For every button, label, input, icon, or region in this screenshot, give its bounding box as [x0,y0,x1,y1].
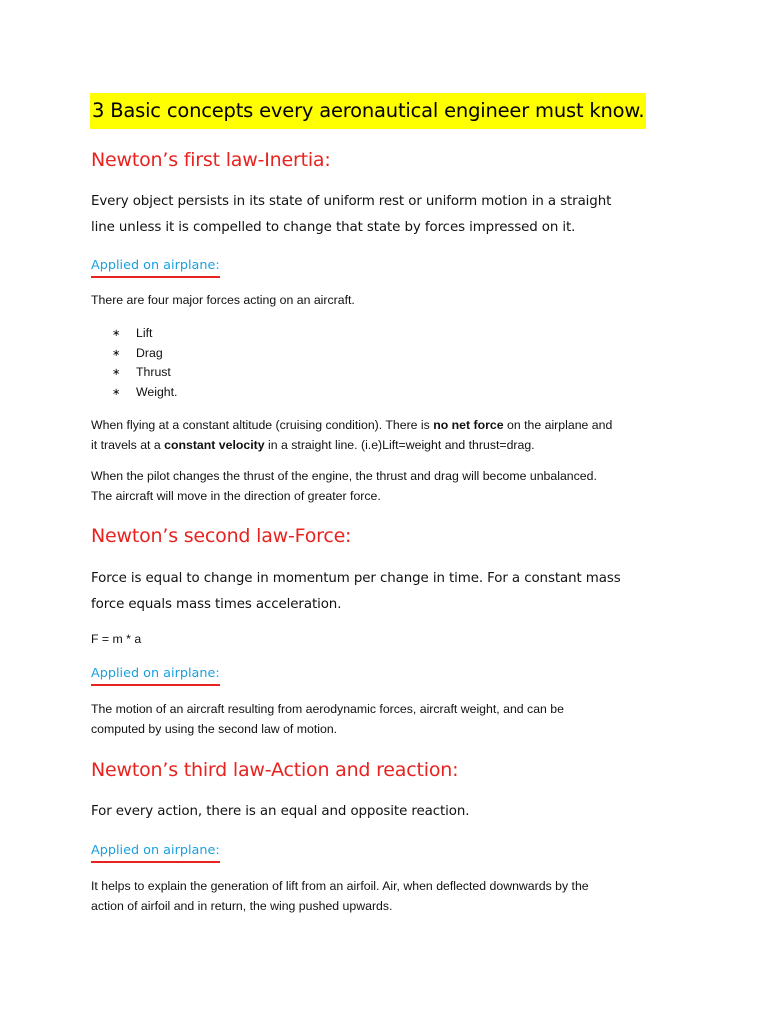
emphasis-constant-velocity: constant velocity [164,438,265,452]
thrust-line-2: The aircraft will move in the direction of greater force. [91,489,381,503]
applied-on-airplane-label-3: Applied on airplane: [91,842,220,863]
asterisk-bullet-icon: ∗ [112,347,121,359]
thrust-change-paragraph [91,466,691,506]
second-law-line-2: force equals mass times acceleration. [91,597,342,612]
list-item [112,363,177,383]
heading-third-law: Newton’s third law-Action and reaction: [91,759,459,781]
motion-paragraph [91,699,691,739]
third-law-statement [91,799,469,825]
cruising-paragraph [91,415,691,455]
asterisk-bullet-icon: ∗ [112,328,121,339]
first-law-line-2: line unless it is compelled to change that state by forces impressed on it. [91,220,576,235]
force-weight: Weight. [136,385,178,400]
third-law-line-1: For every action, there is an equal and opposite reaction. [91,804,470,819]
applied-on-airplane-label-2: Applied on airplane: [91,665,220,686]
motion-line-2: computed by using the second law of motion. [91,722,338,736]
list-item [112,344,177,364]
cruising-line-2 [91,435,691,455]
force-thrust: Thrust [136,365,171,380]
airfoil-paragraph [91,876,691,916]
airfoil-line-2: action of airfoil and in return, the wing pushed upwards. [91,899,393,913]
forces-intro: There are four major forces acting on an aircraft. [91,293,355,307]
cruising-line-1 [91,415,691,435]
force-lift: Lift [136,326,153,340]
first-law-statement [91,189,611,241]
force-drag: Drag [136,345,163,360]
text-run: it travels at a [91,438,165,452]
second-law-line-1: Force is equal to change in momentum per change in time. For a constant mass [91,571,621,586]
document-title: 3 Basic concepts every aeronautical engineer must know. [90,93,646,129]
forces-list [112,324,177,403]
heading-first-law: Newton’s first law-Inertia: [91,149,331,171]
formula: F = m * a [91,632,142,646]
first-law-line-1: Every object persists in its state of uniform rest or uniform motion in a straight [91,194,612,209]
airfoil-line-1: It helps to explain the generation of lift from an airfoil. Air, when deflected downwards by the [91,879,589,893]
text-run: on the airplane and [503,418,613,432]
heading-second-law: Newton’s second law-Force: [91,525,352,547]
text-run: in a straight line. (i.e)Lift=weight and thrust=drag. [264,438,535,452]
list-item [112,324,177,344]
list-item [112,383,177,403]
motion-line-1: The motion of an aircraft resulting from aerodynamic forces, aircraft weight, and can be [91,702,564,716]
text-run: When flying at a constant altitude (cruising condition). There is [91,418,434,432]
second-law-statement [91,566,621,618]
emphasis-no-net-force: no net force [433,418,504,432]
thrust-line-1: When the pilot changes the thrust of the engine, the thrust and drag will become unbalanced. [91,469,597,483]
applied-on-airplane-label-1: Applied on airplane: [91,257,220,278]
asterisk-bullet-icon: ∗ [112,367,121,379]
asterisk-bullet-icon: ∗ [112,387,121,399]
